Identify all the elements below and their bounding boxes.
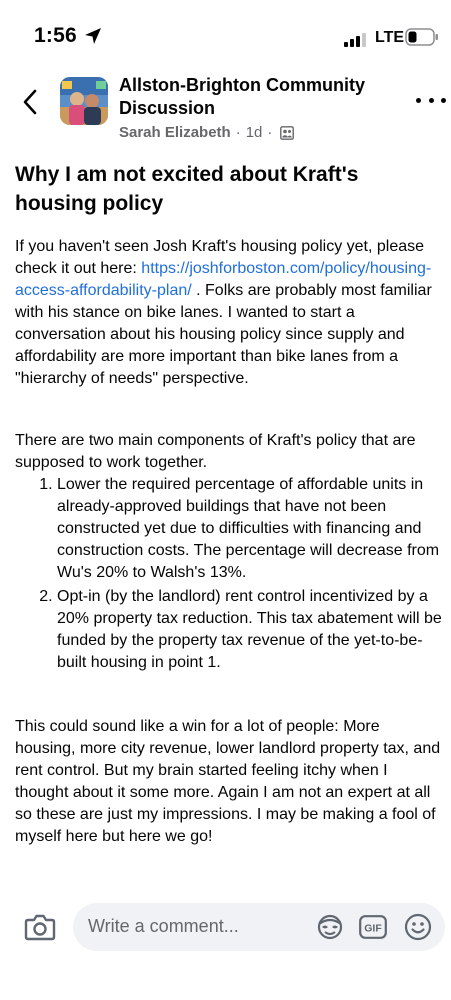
group-avatar[interactable] — [60, 77, 108, 125]
comment-bar — [0, 902, 451, 952]
more-horizontal-icon — [441, 98, 446, 103]
list-item: 1. Lower the required percentage of affordable units in already-approved buildings that have not been constructed yet due to difficulties with financing and construction costs. The percentage will decrease from Wu's 20% to Walsh's 13%. — [57, 474, 443, 584]
meta-separator: · — [235, 124, 241, 141]
status-time: 1:56 — [34, 24, 77, 47]
post-paragraph-3: This could sound like a win for a lot of people: More housing, more city revenue, lower landlord property tax, and rent control. But my brain started feeling itchy when I thought about it some more. Again I am not an expert at all so these are just my impressions. I may be making a fool of myself here but here we go! — [15, 718, 441, 845]
gif-label: GIF — [364, 922, 382, 935]
post-body — [15, 160, 443, 848]
more-options-button[interactable] — [416, 92, 446, 108]
policy-points-list — [15, 474, 443, 674]
back-button[interactable] — [14, 86, 46, 118]
gif-button[interactable] — [359, 915, 387, 939]
policy-link[interactable]: https://joshforboston.com/policy/housing-access-affordability-plan/ — [15, 260, 432, 299]
emoji-icon[interactable] — [404, 913, 432, 941]
comment-placeholder: Write a comment... — [88, 916, 239, 936]
group-name[interactable]: Allston-Brighton Community Discussion — [119, 75, 365, 118]
location-arrow-icon — [84, 27, 102, 45]
gif-icon — [359, 915, 387, 939]
avatar-sticker-icon[interactable] — [316, 914, 344, 940]
comment-input[interactable] — [73, 903, 445, 951]
list-item: 2. Opt-in (by the landlord) rent control incentivized by a 20% property tax reduction. This tax abatement will be funded by the property tax revenue of the yet-to-be-built housing in point 1. — [57, 586, 443, 674]
post-meta — [119, 124, 294, 141]
network-type: LTE — [375, 29, 405, 46]
group-members-icon — [280, 126, 294, 140]
post-timestamp[interactable]: 1d — [245, 124, 263, 141]
post-paragraph-2: There are two main components of Kraft's policy that are supposed to work together. — [15, 432, 416, 471]
paragraph-text: . Folks are probably most familiar with his stance on bike lanes. I wanted to start a conversation about his housing policy since supply and affordability are more important than bike lanes from a "hierarchy of needs" perspective. — [15, 282, 432, 387]
more-horizontal-icon — [429, 98, 434, 103]
author-name[interactable]: Sarah Elizabeth — [119, 124, 231, 141]
more-horizontal-icon — [416, 98, 421, 103]
paragraph-text: If you haven't seen Josh Kraft's housing policy yet, please check it out here: — [15, 238, 425, 277]
post-header — [0, 72, 451, 150]
post-paragraph-1 — [15, 236, 443, 390]
camera-icon[interactable] — [24, 912, 56, 942]
status-bar — [0, 0, 451, 72]
cellular-signal-icon — [344, 33, 370, 47]
chevron-left-icon — [22, 89, 38, 115]
post-title: Why I am not excited about Kraft's housing policy — [15, 163, 359, 215]
meta-separator: · — [267, 124, 273, 141]
battery-icon — [405, 28, 439, 46]
group-photo-icon — [60, 77, 108, 125]
